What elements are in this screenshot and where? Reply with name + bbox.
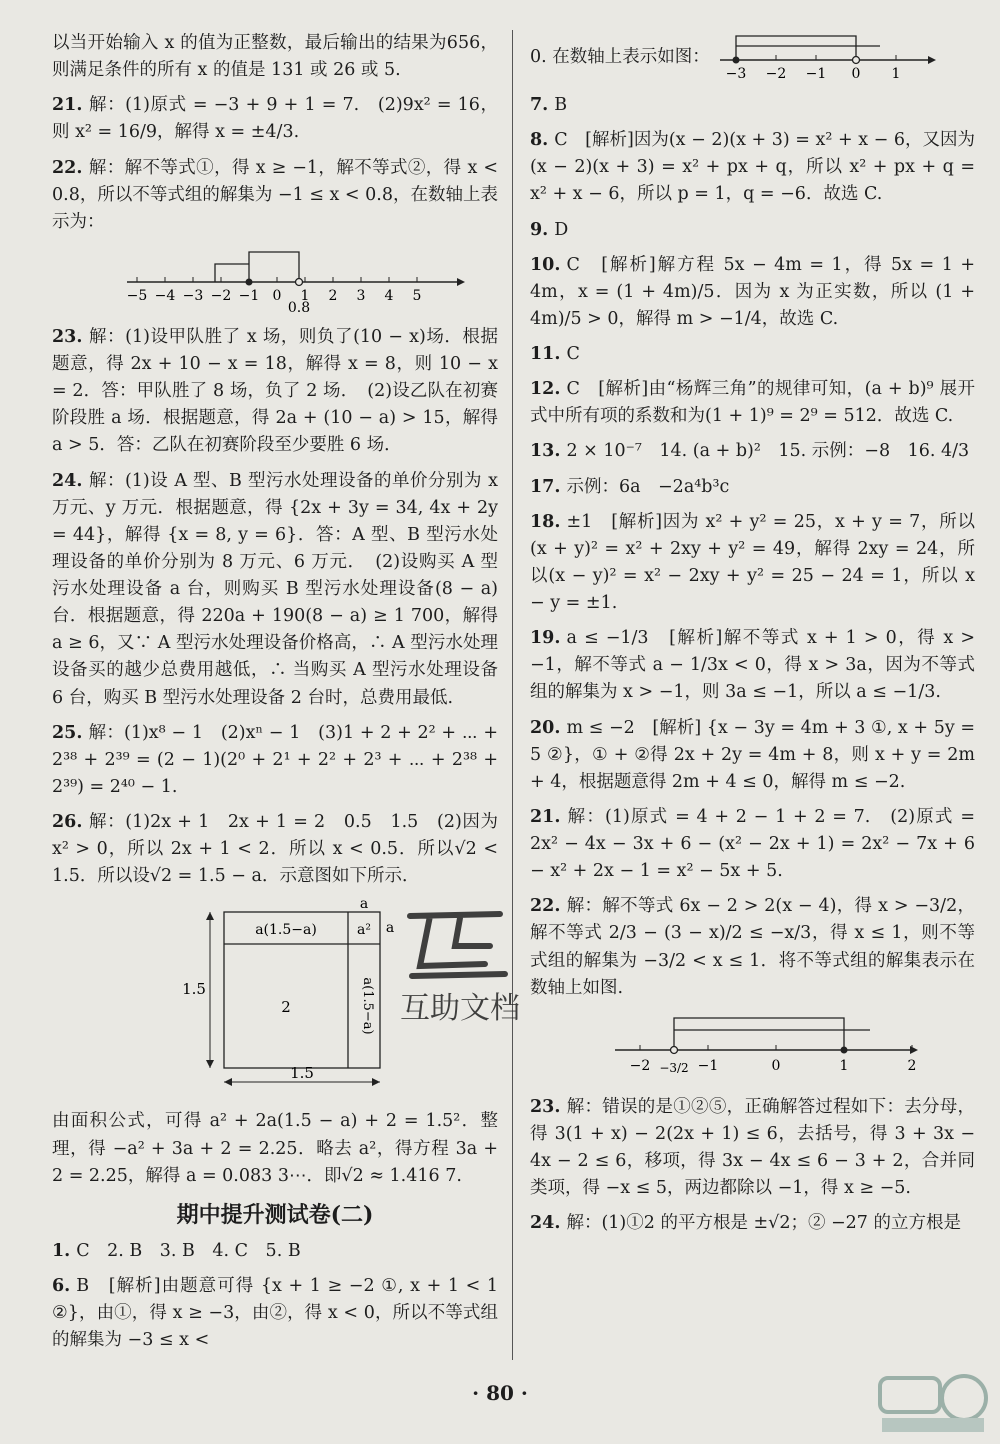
answer-item xyxy=(530,127,981,208)
column-divider xyxy=(512,30,513,1360)
tick-label: −2 xyxy=(629,1057,651,1074)
answer-number: 7. xyxy=(530,95,549,115)
open-endpoint xyxy=(671,1046,678,1053)
watermark-text: 互助文档 xyxy=(400,991,520,1026)
side-label: a xyxy=(385,920,395,937)
answer-item xyxy=(530,252,981,333)
answer-number: 23. xyxy=(52,326,83,347)
answer-number: 25. xyxy=(52,722,83,743)
tick-label: 2 xyxy=(907,1057,917,1074)
tick-label: −3 xyxy=(182,287,204,304)
answer-number: 11. xyxy=(530,344,561,364)
tick-label: 0 xyxy=(771,1057,781,1074)
answer-item xyxy=(530,509,981,618)
answer-number: 24. xyxy=(52,470,83,491)
page-number: · 80 · xyxy=(472,1381,528,1405)
answer-text: 解：解不等式①，得 x ≥ −1，解不等式②，得 x < 0.8，所以不等式组的解集为 −1 ≤ x < 0.8，在数轴上表示为： xyxy=(52,157,504,232)
solution-bracket xyxy=(249,252,299,282)
answer-number: 1. xyxy=(52,1240,71,1261)
dimension-label: 1.5 xyxy=(290,1064,314,1083)
answer-number: 20. xyxy=(530,717,561,738)
open-endpoint xyxy=(852,57,859,64)
tick-label: −2 xyxy=(210,287,232,304)
answer-item xyxy=(530,1210,975,1237)
answer-item xyxy=(530,30,975,86)
answer-text: m ≤ −2 [解析] {x − 3y = 4m + 3 ①, x + 5y = 5 ②}，① + ②得 2x + 2y = 4m + 8，则 x + y = 2m + 4，根据题意得 2m + 4 ≤ 0，解得 m ≤ −2. xyxy=(530,717,981,792)
watermark-glyph xyxy=(400,906,510,986)
region-label: 2 xyxy=(281,998,291,1017)
answer-text: C 2. B 3. B 4. C 5. B xyxy=(76,1240,301,1261)
answer-number: 12. xyxy=(530,379,561,400)
answer-item xyxy=(52,92,498,146)
answer-text: 2 × 10⁻⁷ 14. (a + b)² 15. 示例：−8 16. 4/3 xyxy=(566,441,970,462)
answer-text: 解：错误的是①②⑤，正确解答过程如下：去分母，得 3(1 + x) − 2(2x + 1) ≤ 6，去括号，得 3 + 3x − 4x − 2 ≤ 6，移项，得 3x − 4x ≤ 6 − 3 + 2，合并同类项，得 −x ≤ 5，两边都除以 −1，得 x ≥ −5. xyxy=(530,1096,981,1199)
tick-label: −1 xyxy=(697,1057,719,1074)
right-column xyxy=(530,30,981,1245)
number-line-figure xyxy=(52,244,498,314)
tick-label: −1 xyxy=(238,287,260,304)
answer-text: 以当开始输入 x 的值为正整数，最后输出的结果为656，则满足条件的所有 x 的值是 131 或 26 或 5. xyxy=(52,33,498,81)
answer-number: 22. xyxy=(52,157,83,178)
answer-item xyxy=(52,809,504,890)
answer-item xyxy=(530,341,975,368)
answer-text: a ≤ −1/3 [解析]解不等式 x + 1 > 0，得 x > −1，解不等式 a − 1/3x < 0，得 x > 3a，因为不等式组的解集为 x > −1，则 3a ≤ −1，所以 a ≤ −1/3. xyxy=(530,628,981,703)
answer-item xyxy=(52,1238,498,1265)
answer-text: 解：(1)①2 的平方根是 ±√2；② −27 的立方根是 xyxy=(566,1213,962,1234)
answer-text: C xyxy=(566,344,580,364)
answer-item xyxy=(530,474,975,501)
answer-text: B [解析]由题意可得 {x + 1 ≥ −2 ①, x + 1 < 1 ②}，由①，得 x ≥ −3，由②，得 x < 0，所以不等式组的解集为 −3 ≤ x < xyxy=(52,1275,504,1351)
answer-text: 解：(1)2x + 1 2x + 1 = 2 0.5 1.5 (2)因为 x² > 0，所以 2x + 1 < 2．所以 x < 0.5．所以√2 < 1.5．所以设√2 = 1.5 − a．示意图如下所示． xyxy=(52,812,504,887)
answer-number: 8. xyxy=(530,130,549,151)
answer-number: 24. xyxy=(530,1213,561,1234)
number-line-figure xyxy=(530,1010,975,1084)
answer-text: 解：(1)原式 = −3 + 9 + 1 = 7. (2)9x² = 16，则 x² = 16/9，解得 x = ±4/3. xyxy=(52,95,498,143)
closed-endpoint xyxy=(841,1046,848,1053)
tick-label: 4 xyxy=(384,287,394,304)
answer-item xyxy=(52,155,504,236)
closed-endpoint xyxy=(732,57,739,64)
answer-text: C [解析]解方程 5x − 4m = 1，得 5x = 1 + 4m，x = (1 + 4m)/5．因为 x 为正实数，所以 (1 + 4m)/5 > 0，解得 m > −1/4，故选 C. xyxy=(530,254,981,329)
answer-item xyxy=(52,30,498,84)
answer-item xyxy=(52,324,504,460)
answer-item xyxy=(530,92,975,119)
answer-item xyxy=(52,720,504,801)
answer-number: 19. xyxy=(530,628,561,649)
answer-item xyxy=(530,376,975,430)
answer-number: 6. xyxy=(52,1275,71,1296)
solution-bracket xyxy=(736,36,856,60)
answer-item xyxy=(530,715,981,796)
answer-number: 13. xyxy=(530,441,561,462)
answer-text: 解：(1)原式 = 4 + 2 − 1 + 2 = 7. (2)原式 = 2x² − 4x − 3x + 6 − (x² − 2x + 1) = 2x² − 7x + 6 − x² + 2x − 1 = x² − 5x + 5. xyxy=(530,806,981,882)
answer-text: ±1 [解析]因为 x² + y² = 25，x + y = 7，所以(x + y)² = x² + 2xy + y² = 49，解得 2xy = 24，所以(x − y)² = x² − 2xy + y² = 25 − 24 = 1，所以 x − y = ±1. xyxy=(530,511,981,613)
watermark xyxy=(400,906,520,1033)
tick-label: 2 xyxy=(328,287,338,304)
tick-label: 1 xyxy=(839,1057,849,1074)
answer-text: 解：(1)x⁸ − 1 (2)xⁿ − 1 (3)1 + 2 + 2² + ⋯ + 2³⁸ + 2³⁹ = (2 − 1)(2⁰ + 2¹ + 2² + 2³ + ⋯ + 2³⁸ + 2³⁹) = 2⁴⁰ − 1. xyxy=(52,722,504,797)
answer-text: 由面积公式，可得 a² + 2a(1.5 − a) + 2 = 1.5²．整理，得 −a² + 3a + 2 = 2.25．略去 a²，得方程 3a + 2 = 2.25，解得 a = 0.083 3⋯．即√2 ≈ 1.416 7. xyxy=(52,1111,504,1186)
solution-bracket xyxy=(674,1018,844,1050)
answer-number: 23. xyxy=(530,1096,561,1117)
tick-label: 3 xyxy=(356,287,366,304)
answer-text: B xyxy=(554,95,568,115)
region-label: a² xyxy=(357,922,371,939)
region-label: a(1.5−a) xyxy=(255,922,317,939)
answer-text: D xyxy=(554,219,569,240)
answer-text: 解：解不等式 6x − 2 > 2(x − 4)，得 x > −3/2，解不等式 2/3 − (3 − x)/2 ≤ −x/3，得 x ≤ 1，则不等式组的解集为 −3/2 < x ≤ 1．将不等式组的解集表示在数轴上如图. xyxy=(530,896,975,998)
tick-label: 1 xyxy=(300,287,310,304)
answer-text: 解：(1)设甲队胜了 x 场，则负了(10 − x)场．根据题意，得 2x + 10 − x = 18，解得 x = 8，则 10 − x = 2．答：甲队胜了 8 场，负了 2 场． (2)设乙队在初赛阶段胜 a 场．根据题意，得 2a + (10 − a) > 15，解得 a > 5．答：乙队在初赛阶段至少要胜 6 场． xyxy=(52,326,504,456)
number-line-figure xyxy=(710,30,940,86)
tick-label: −5 xyxy=(126,287,148,304)
answer-item xyxy=(530,1094,981,1203)
answer-number: 17. xyxy=(530,476,561,497)
tick-label: −3/2 xyxy=(659,1060,689,1075)
section-title: 期中提升测试卷(二) xyxy=(176,1201,374,1228)
tick-label: −4 xyxy=(154,287,176,304)
left-column xyxy=(52,30,504,1362)
tick-label: 0 xyxy=(851,66,861,82)
dimension-label: 1.5 xyxy=(182,980,206,999)
answer-text: 解：(1)设 A 型、B 型污水处理设备的单价分别为 x 万元、y 万元．根据题意，得 {2x + 3y = 34, 4x + 2y = 44}，解得 {x = 8, y = 6}．答：A 型、B 型污水处理设备的单价分别为 8 万元、6 万元． (2)设购买 A 型污水处理设备 a 台，则购买 B 型污水处理设备(8 − a)台．根据题意，得 220a + 190(8 − a) ≥ 1 700，解得 a ≥ 6，又∵ A 型污水处理设备价格高，∴ A 型污水处理设备买的越少总费用越低，∴ 当购买 A 型污水处理设备 6 台，购买 B 型污水处理设备 2 台时，总费用最低. xyxy=(52,470,504,708)
answer-item xyxy=(530,804,981,885)
tick-label: 0 xyxy=(272,287,282,304)
answer-text: C [解析]因为(x − 2)(x + 3) = x² + x − 6，又因为(x − 2)(x + 3) = x² + px + q，所以 x² + px + q = x² + x − 6，所以 p = 1，q = −6．故选 C. xyxy=(530,130,981,205)
answer-text: C [解析]由“杨辉三角”的规律可知，(a + b)⁹ 展开式中所有项的系数和为(1 + 1)⁹ = 2⁹ = 512．故选 C. xyxy=(530,379,975,427)
answer-number: 22. xyxy=(530,896,561,917)
answer-number: 26. xyxy=(52,812,83,832)
tick-label: −3 xyxy=(725,66,747,82)
corner-logo xyxy=(872,1368,992,1438)
tick-label: 1 xyxy=(891,66,901,82)
answer-number: 9. xyxy=(530,219,549,240)
side-label: a xyxy=(359,898,369,913)
tick-label: 5 xyxy=(412,287,422,304)
answer-item xyxy=(530,893,975,1002)
answer-item xyxy=(530,217,975,244)
answer-number: 10. xyxy=(530,254,561,275)
answer-text: 0. 在数轴上表示如图： xyxy=(530,47,710,68)
closed-endpoint xyxy=(246,278,253,285)
answer-item xyxy=(530,438,975,465)
answer-number: 21. xyxy=(530,806,561,827)
region-label: a(1.5−a) xyxy=(360,977,375,1035)
tick-group xyxy=(127,277,422,304)
answer-number: 18. xyxy=(530,511,561,532)
answer-item xyxy=(530,625,981,706)
answer-number: 21. xyxy=(52,95,83,116)
tick-label: 0.8 xyxy=(287,299,311,314)
open-endpoint xyxy=(296,278,303,285)
answer-text: 示例：6a −2a⁴b³c xyxy=(566,476,730,497)
tick-label: −2 xyxy=(765,66,787,82)
answer-item xyxy=(52,1108,504,1189)
answer-item xyxy=(52,1273,504,1354)
tick-label: −1 xyxy=(805,66,827,82)
answer-item xyxy=(52,468,504,712)
